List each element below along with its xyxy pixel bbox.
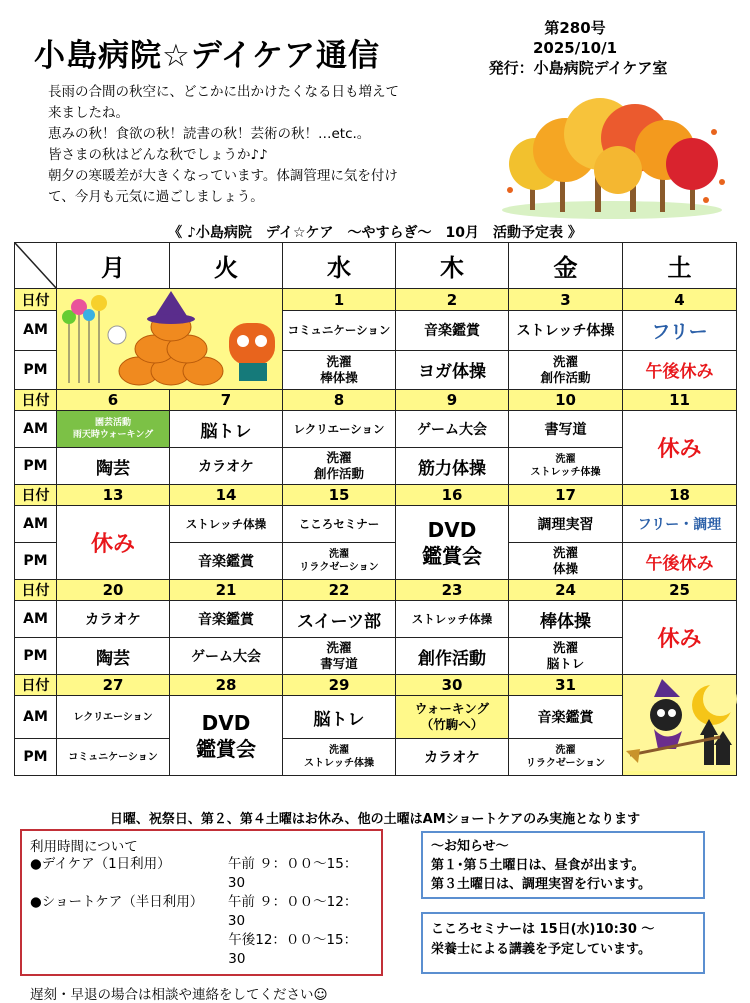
- notice-box: [421, 831, 705, 899]
- date-cell: 24: [509, 580, 623, 601]
- activity-cell-off: 午後休み: [623, 543, 737, 580]
- date-cell: 25: [623, 580, 737, 601]
- activity-cell: 洗濯 脳トレ: [509, 638, 623, 675]
- activity-cell: ゲーム大会: [396, 411, 509, 448]
- activity-cell: 洗濯 リラクゼーション: [509, 739, 623, 776]
- activity-cell-off: 午後休み: [623, 350, 737, 389]
- activity-cell: 園芸活動 雨天時ウォーキング: [57, 411, 170, 448]
- pumpkin-icon: [57, 289, 283, 385]
- date-cell: 6: [57, 390, 170, 411]
- autumn-trees-illustration: [500, 92, 730, 220]
- day-header-wed: 水: [283, 243, 396, 289]
- date-cell: 7: [170, 390, 283, 411]
- date-cell: 22: [283, 580, 396, 601]
- pm-label: PM: [15, 739, 57, 776]
- activity-cell: 陶芸: [57, 448, 170, 485]
- day-header-tue: 火: [170, 243, 283, 289]
- day-header-sat: 土: [623, 243, 737, 289]
- activity-calendar: [14, 242, 737, 776]
- activity-cell: 音楽鑑賞: [509, 696, 623, 739]
- witch-on-broom-illustration: [623, 675, 737, 776]
- activity-cell: 脳トレ: [283, 696, 396, 739]
- am-label: AM: [15, 696, 57, 739]
- issue-info: [460, 18, 690, 78]
- halloween-pumpkins-illustration: [57, 289, 283, 390]
- am-label: AM: [15, 506, 57, 543]
- activity-cell: 洗濯 ストレッチ体操: [283, 739, 396, 776]
- activity-cell: スイーツ部: [283, 601, 396, 638]
- activity-cell: ストレッチ体操: [170, 506, 283, 543]
- publisher: 発行：小島病院デイケア室: [488, 59, 668, 77]
- date-cell: 31: [509, 675, 623, 696]
- issue-number: 第280号: [544, 19, 606, 37]
- notice-heading: ～お知らせ～: [431, 839, 509, 854]
- seminar-notice-box: [421, 912, 705, 974]
- date-cell: 21: [170, 580, 283, 601]
- pm-label: PM: [15, 638, 57, 675]
- date-cell: 11: [623, 390, 737, 411]
- day-header-mon: 月: [57, 243, 170, 289]
- activity-cell: 洗濯 体操: [509, 543, 623, 580]
- activity-cell: レクリエーション: [283, 411, 396, 448]
- activity-cell: 棒体操: [509, 601, 623, 638]
- hours-row: 午後12：００～15：30: [228, 932, 358, 967]
- notice-line: 第１･第５土曜日は、昼食が出ます。: [431, 858, 645, 873]
- activity-cell: ストレッチ体操: [396, 601, 509, 638]
- notice-line: 栄養士による講義を予定しています。: [431, 942, 651, 957]
- intro-line: 皆さまの秋はどんな秋でしょうか♪♪: [48, 147, 268, 163]
- date-cell: 29: [283, 675, 396, 696]
- hours-row: ●ショートケア（半日利用） 午前 ９：００～12：30: [30, 894, 358, 929]
- activity-cell: こころセミナー: [283, 506, 396, 543]
- date-cell: 1: [283, 289, 396, 311]
- date-label: 日付: [15, 390, 57, 411]
- activity-cell: 洗濯 創作活動: [509, 350, 623, 389]
- witch-icon: [624, 675, 736, 771]
- activity-cell-free: フリー・調理: [623, 506, 737, 543]
- day-header-thu: 木: [396, 243, 509, 289]
- activity-cell: コミュニケーション: [57, 739, 170, 776]
- date-cell: 13: [57, 485, 170, 506]
- activity-cell: 調理実習: [509, 506, 623, 543]
- am-label: AM: [15, 601, 57, 638]
- pm-label: PM: [15, 448, 57, 485]
- date-cell: 28: [170, 675, 283, 696]
- schedule-footnote: 日曜、祝祭日、第２、第４土曜はお休み、他の土曜はAMショートケアのみ実施となります: [109, 812, 641, 827]
- activity-cell: 洗濯 書写道: [283, 638, 396, 675]
- date-cell: 23: [396, 580, 509, 601]
- hours-box: [20, 829, 383, 1003]
- notice-line: 第３土曜日は、調理実習を行います。: [431, 877, 651, 892]
- am-label: AM: [15, 311, 57, 350]
- activity-cell: 音楽鑑賞: [396, 311, 509, 350]
- date-cell: 16: [396, 485, 509, 506]
- activity-cell-off: 休み: [623, 601, 737, 675]
- hours-heading: 利用時間について: [30, 839, 138, 855]
- hours-row: ●デイケア（1日利用） 午前 ９：００～15：30: [30, 856, 358, 891]
- date-cell: 2: [396, 289, 509, 311]
- activity-cell: 音楽鑑賞: [170, 601, 283, 638]
- activity-cell: レクリエーション: [57, 696, 170, 739]
- diagonal-line: [15, 243, 57, 289]
- date-label: 日付: [15, 675, 57, 696]
- activity-cell: 洗濯 ストレッチ体操: [509, 448, 623, 485]
- activity-cell: ストレッチ体操: [509, 311, 623, 350]
- date-cell: 27: [57, 675, 170, 696]
- intro-line: 長雨の合間の秋空に、どこかに出かけたくなる日も増えて: [48, 84, 399, 100]
- pm-label: PM: [15, 350, 57, 389]
- activity-cell-dvd: DVD 鑑賞会: [396, 506, 509, 580]
- activity-cell-dvd: DVD 鑑賞会: [170, 696, 283, 776]
- pm-label: PM: [15, 543, 57, 580]
- activity-cell: 筋力体操: [396, 448, 509, 485]
- date-cell: 17: [509, 485, 623, 506]
- notice-line: こころセミナーは 15日(水)10:30 ～: [431, 922, 655, 937]
- date-cell: 3: [509, 289, 623, 311]
- intro-line: 恵みの秋！食欲の秋！読書の秋！芸術の秋！…etc.。: [48, 126, 371, 142]
- date-label: 日付: [15, 485, 57, 506]
- activity-cell-walking: ウォーキング （竹駒へ）: [396, 696, 509, 739]
- activity-cell: 創作活動: [396, 638, 509, 675]
- corner-cell: [15, 243, 57, 289]
- activity-cell-off: 休み: [57, 506, 170, 580]
- date-cell: 18: [623, 485, 737, 506]
- activity-cell: 洗濯 創作活動: [283, 448, 396, 485]
- date-label: 日付: [15, 289, 57, 311]
- activity-cell: 洗濯 リラクゼーション: [283, 543, 396, 580]
- activity-cell: 洗濯 棒体操: [283, 350, 396, 389]
- activity-cell: 陶芸: [57, 638, 170, 675]
- activity-cell: ヨガ体操: [396, 350, 509, 389]
- table-title: 《 ♪小島病院 デイ☆ケア ～やすらぎ～ 10月 活動予定表 》: [168, 225, 582, 241]
- activity-cell-free: フリー: [623, 311, 737, 350]
- activity-cell: ゲーム大会: [170, 638, 283, 675]
- newsletter-title: 小島病院☆デイケア通信: [34, 38, 380, 74]
- issue-date: 2025/10/1: [532, 39, 618, 57]
- intro-line: て、今月も元気に過ごしましょう。: [48, 189, 264, 205]
- date-cell: 9: [396, 390, 509, 411]
- activity-cell: カラオケ: [396, 739, 509, 776]
- intro-text: [48, 82, 468, 208]
- date-label: 日付: [15, 580, 57, 601]
- am-label: AM: [15, 411, 57, 448]
- activity-cell: カラオケ: [57, 601, 170, 638]
- activity-cell-off: 休み: [623, 411, 737, 485]
- activity-cell: カラオケ: [170, 448, 283, 485]
- activity-cell: 脳トレ: [170, 411, 283, 448]
- date-cell: 8: [283, 390, 396, 411]
- intro-line: 朝夕の寒暖差が大きくなっています。体調管理に気を付け: [48, 168, 398, 184]
- activity-cell: 書写道: [509, 411, 623, 448]
- late-notice: 遅刻・早退の場合は相談や連絡をしてください☺: [30, 987, 328, 1003]
- date-cell: 20: [57, 580, 170, 601]
- activity-cell: 音楽鑑賞: [170, 543, 283, 580]
- date-cell: 4: [623, 289, 737, 311]
- date-cell: 14: [170, 485, 283, 506]
- day-header-fri: 金: [509, 243, 623, 289]
- intro-line: 来ましたね。: [48, 105, 129, 121]
- activity-cell: コミュニケーション: [283, 311, 396, 350]
- date-cell: 10: [509, 390, 623, 411]
- date-cell: 30: [396, 675, 509, 696]
- date-cell: 15: [283, 485, 396, 506]
